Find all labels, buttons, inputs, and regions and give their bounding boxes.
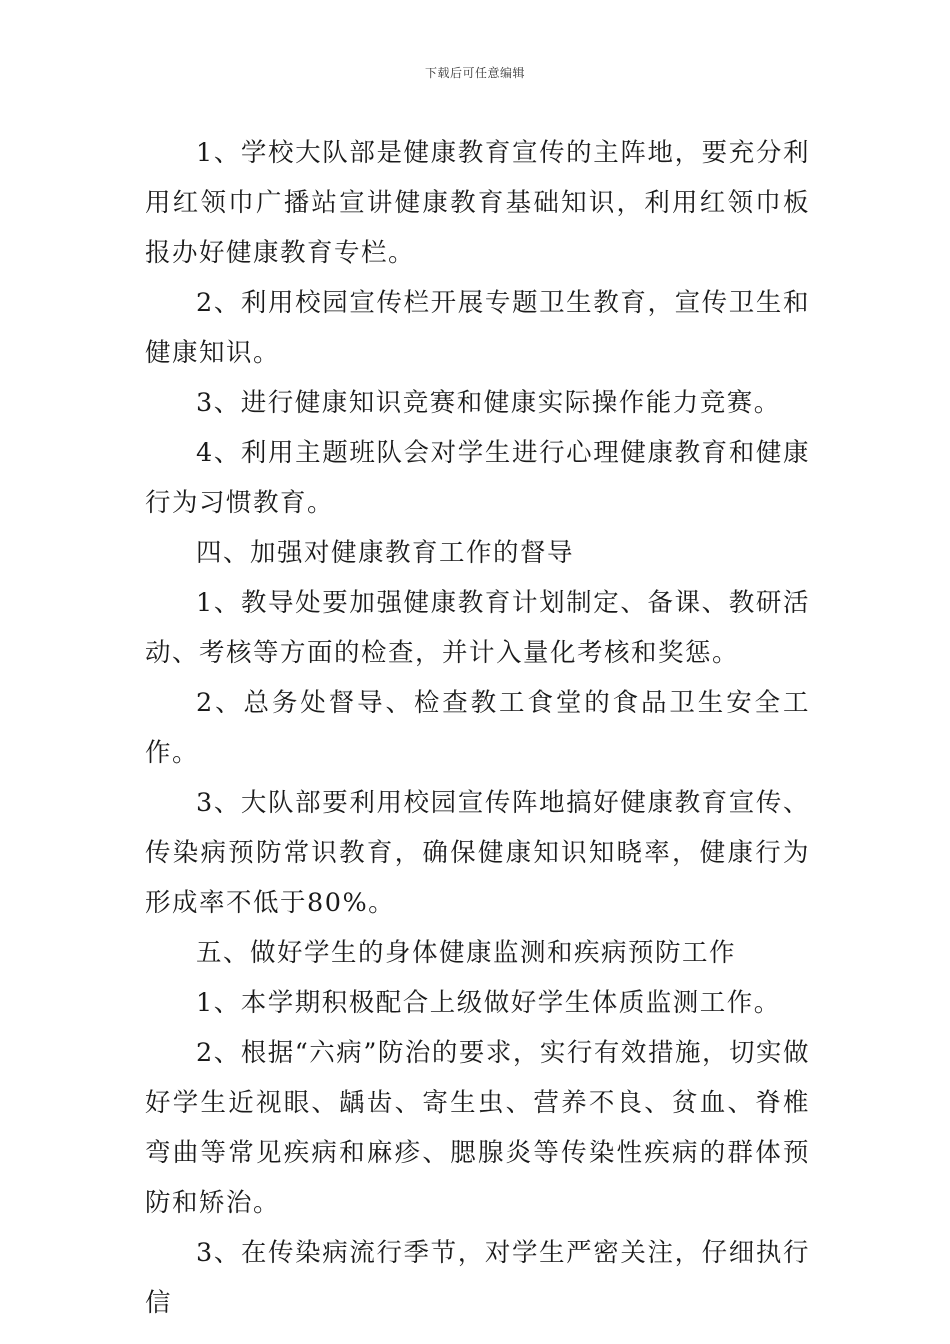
paragraph: 1、本学期积极配合上级做好学生体质监测工作。 [196,988,781,1018]
paragraph: 1、学校大队部是健康教育宣传的主阵地，要充分利用红领巾广播站宣讲健康教育基础知识，利用红领巾板报办好健康教育专栏。 [145,138,810,268]
document-body [145,128,810,1328]
paragraph: 3、进行健康知识竞赛和健康实际操作能力竞赛。 [196,388,781,418]
paragraph: 4、利用主题班队会对学生进行心理健康教育和健康行为习惯教育。 [145,438,810,518]
paragraph: 2、根据“六病”防治的要求，实行有效措施，切实做好学生近视眼、龋齿、寄生虫、营养不良、贫血、脊椎弯曲等常见疾病和麻疹、腮腺炎等传染性疾病的群体预防和矫治。 [145,1038,810,1218]
paragraph: 2、利用校园宣传栏开展专题卫生教育，宣传卫生和健康知识。 [145,288,810,368]
paragraph: 3、大队部要利用校园宣传阵地搞好健康教育宣传、传染病预防常识教育，确保健康知识知晓率，健康行为形成率不低于80%。 [145,788,810,918]
header-note: 下载后可任意编辑 [424,66,525,80]
paragraph: 3、在传染病流行季节，对学生严密关注，仔细执行信 [145,1238,810,1318]
section-heading: 五、做好学生的身体健康监测和疾病预防工作 [196,938,737,968]
paragraph: 2、总务处督导、检查教工食堂的食品卫生安全工作。 [145,688,810,768]
paragraph: 1、教导处要加强健康教育计划制定、备课、教研活动、考核等方面的检查，并计入量化考核和奖惩。 [145,588,810,668]
section-heading: 四、加强对健康教育工作的督导 [196,538,575,568]
